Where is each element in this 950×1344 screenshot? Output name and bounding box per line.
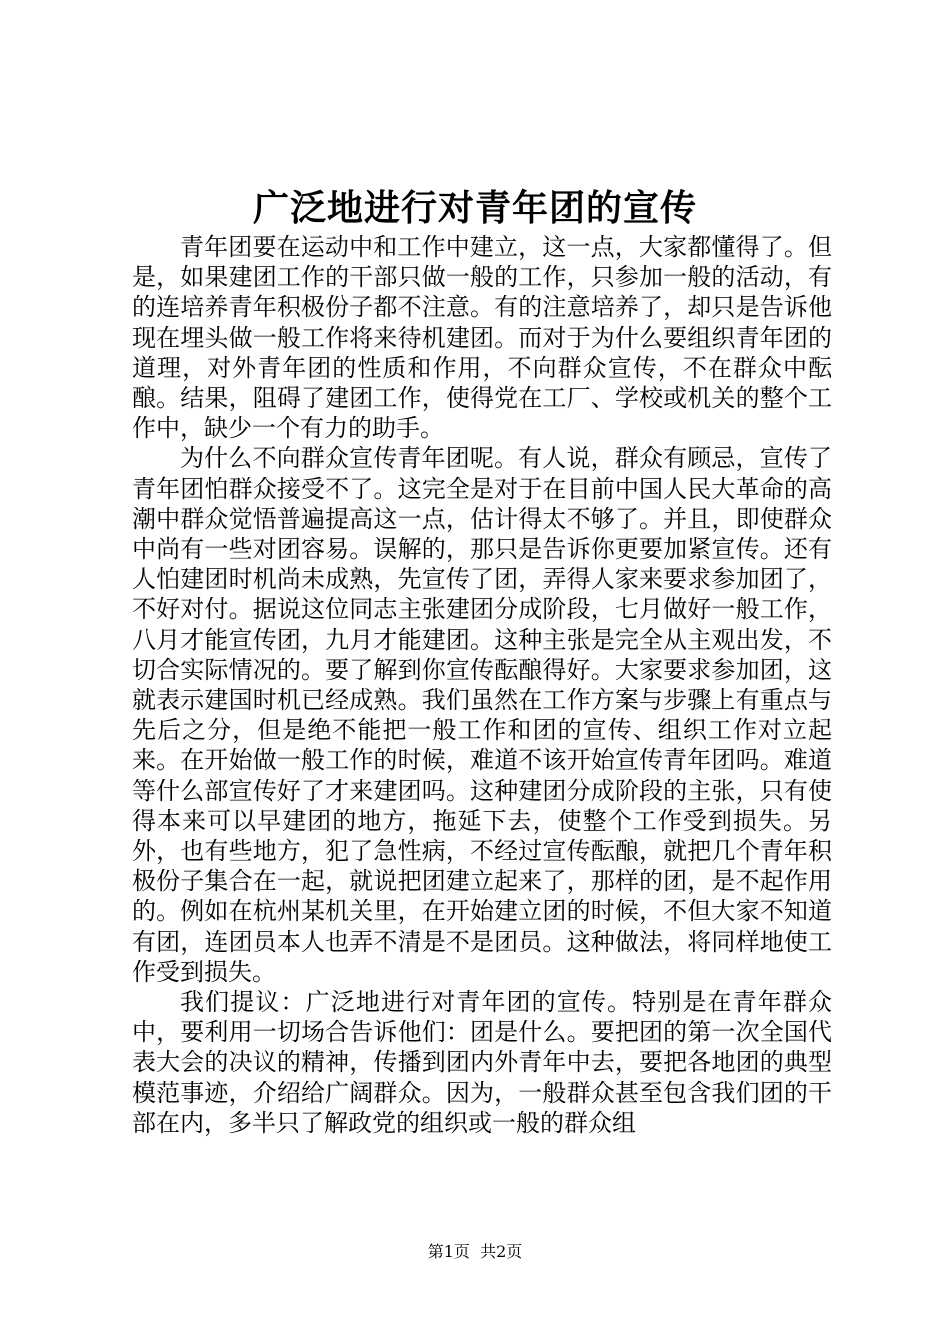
paragraph-3: 我们提议：广泛地进行对青年团的宣传。特别是在青年群众中，要利用一切场合告诉他们：团是什么。要把团的第一次全国代表大会的决议的精神，传播到团内外青年中去，要把各地团的典型模范事迹，介绍给广阔群众。因为，一般群众甚至包含我们团的干部在内，多半只了解政党的组织或一般的群众组 [132, 988, 832, 1137]
document-body [132, 232, 832, 1138]
page-number: 第1页 共2页 [427, 1242, 523, 1261]
paragraph-2: 为什么不向群众宣传青年团呢。有人说，群众有顾忌，宣传了青年团怕群众接受不了。这完全是对于在目前中国人民大革命的高潮中群众觉悟普遍提高这一点，估计得太不够了。并且，即使群众中尚有一些对团容易。误解的，那只是告诉你更要加紧宣传。还有人怕建团时机尚未成熟，先宣传了团，弄得人家来要求参加团了，不好对付。据说这位同志主张建团分成阶段，七月做好一般工作，八月才能宣传团，九月才能建团。这种主张是完全从主观出发，不切合实际情况的。要了解到你宣传酝酿得好。大家要求参加团，这就表示建国时机已经成熟。我们虽然在工作方案与步骤上有重点与先后之分，但是绝不能把一般工作和团的宣传、组织工作对立起来。在开始做一般工作的时候，难道不该开始宣传青年团吗。难道等什么部宣传好了才来建团吗。这种建团分成阶段的主张，只有使得本来可以早建团的地方，拖延下去，使整个工作受到损失。另外，也有些地方，犯了急性病，不经过宣传酝酿，就把几个青年积极份子集合在一起，就说把团建立起来了，那样的团，是不起作用的。例如在杭州某机关里，在开始建立团的时候，不但大家不知道有团，连团员本人也弄不清是不是团员。这种做法，将同样地使工作受到损失。 [132, 444, 832, 986]
document-title: 广泛地进行对青年团的宣传 [252, 187, 697, 229]
page-footer [0, 1240, 950, 1264]
paragraph-1: 青年团要在运动中和工作中建立，这一点，大家都懂得了。但是，如果建团工作的干部只做一般的工作，只参加一般的活动，有的连培养青年积极份子都不注意。有的注意培养了，却只是告诉他现在埋头做一般工作将来待机建团。而对于为什么要组织青年团的道理，对外青年团的性质和作用，不向群众宣传，不在群众中酝酿。结果，阻碍了建团工作，使得党在工厂、学校或机关的整个工作中，缺少一个有力的助手。 [132, 233, 832, 443]
